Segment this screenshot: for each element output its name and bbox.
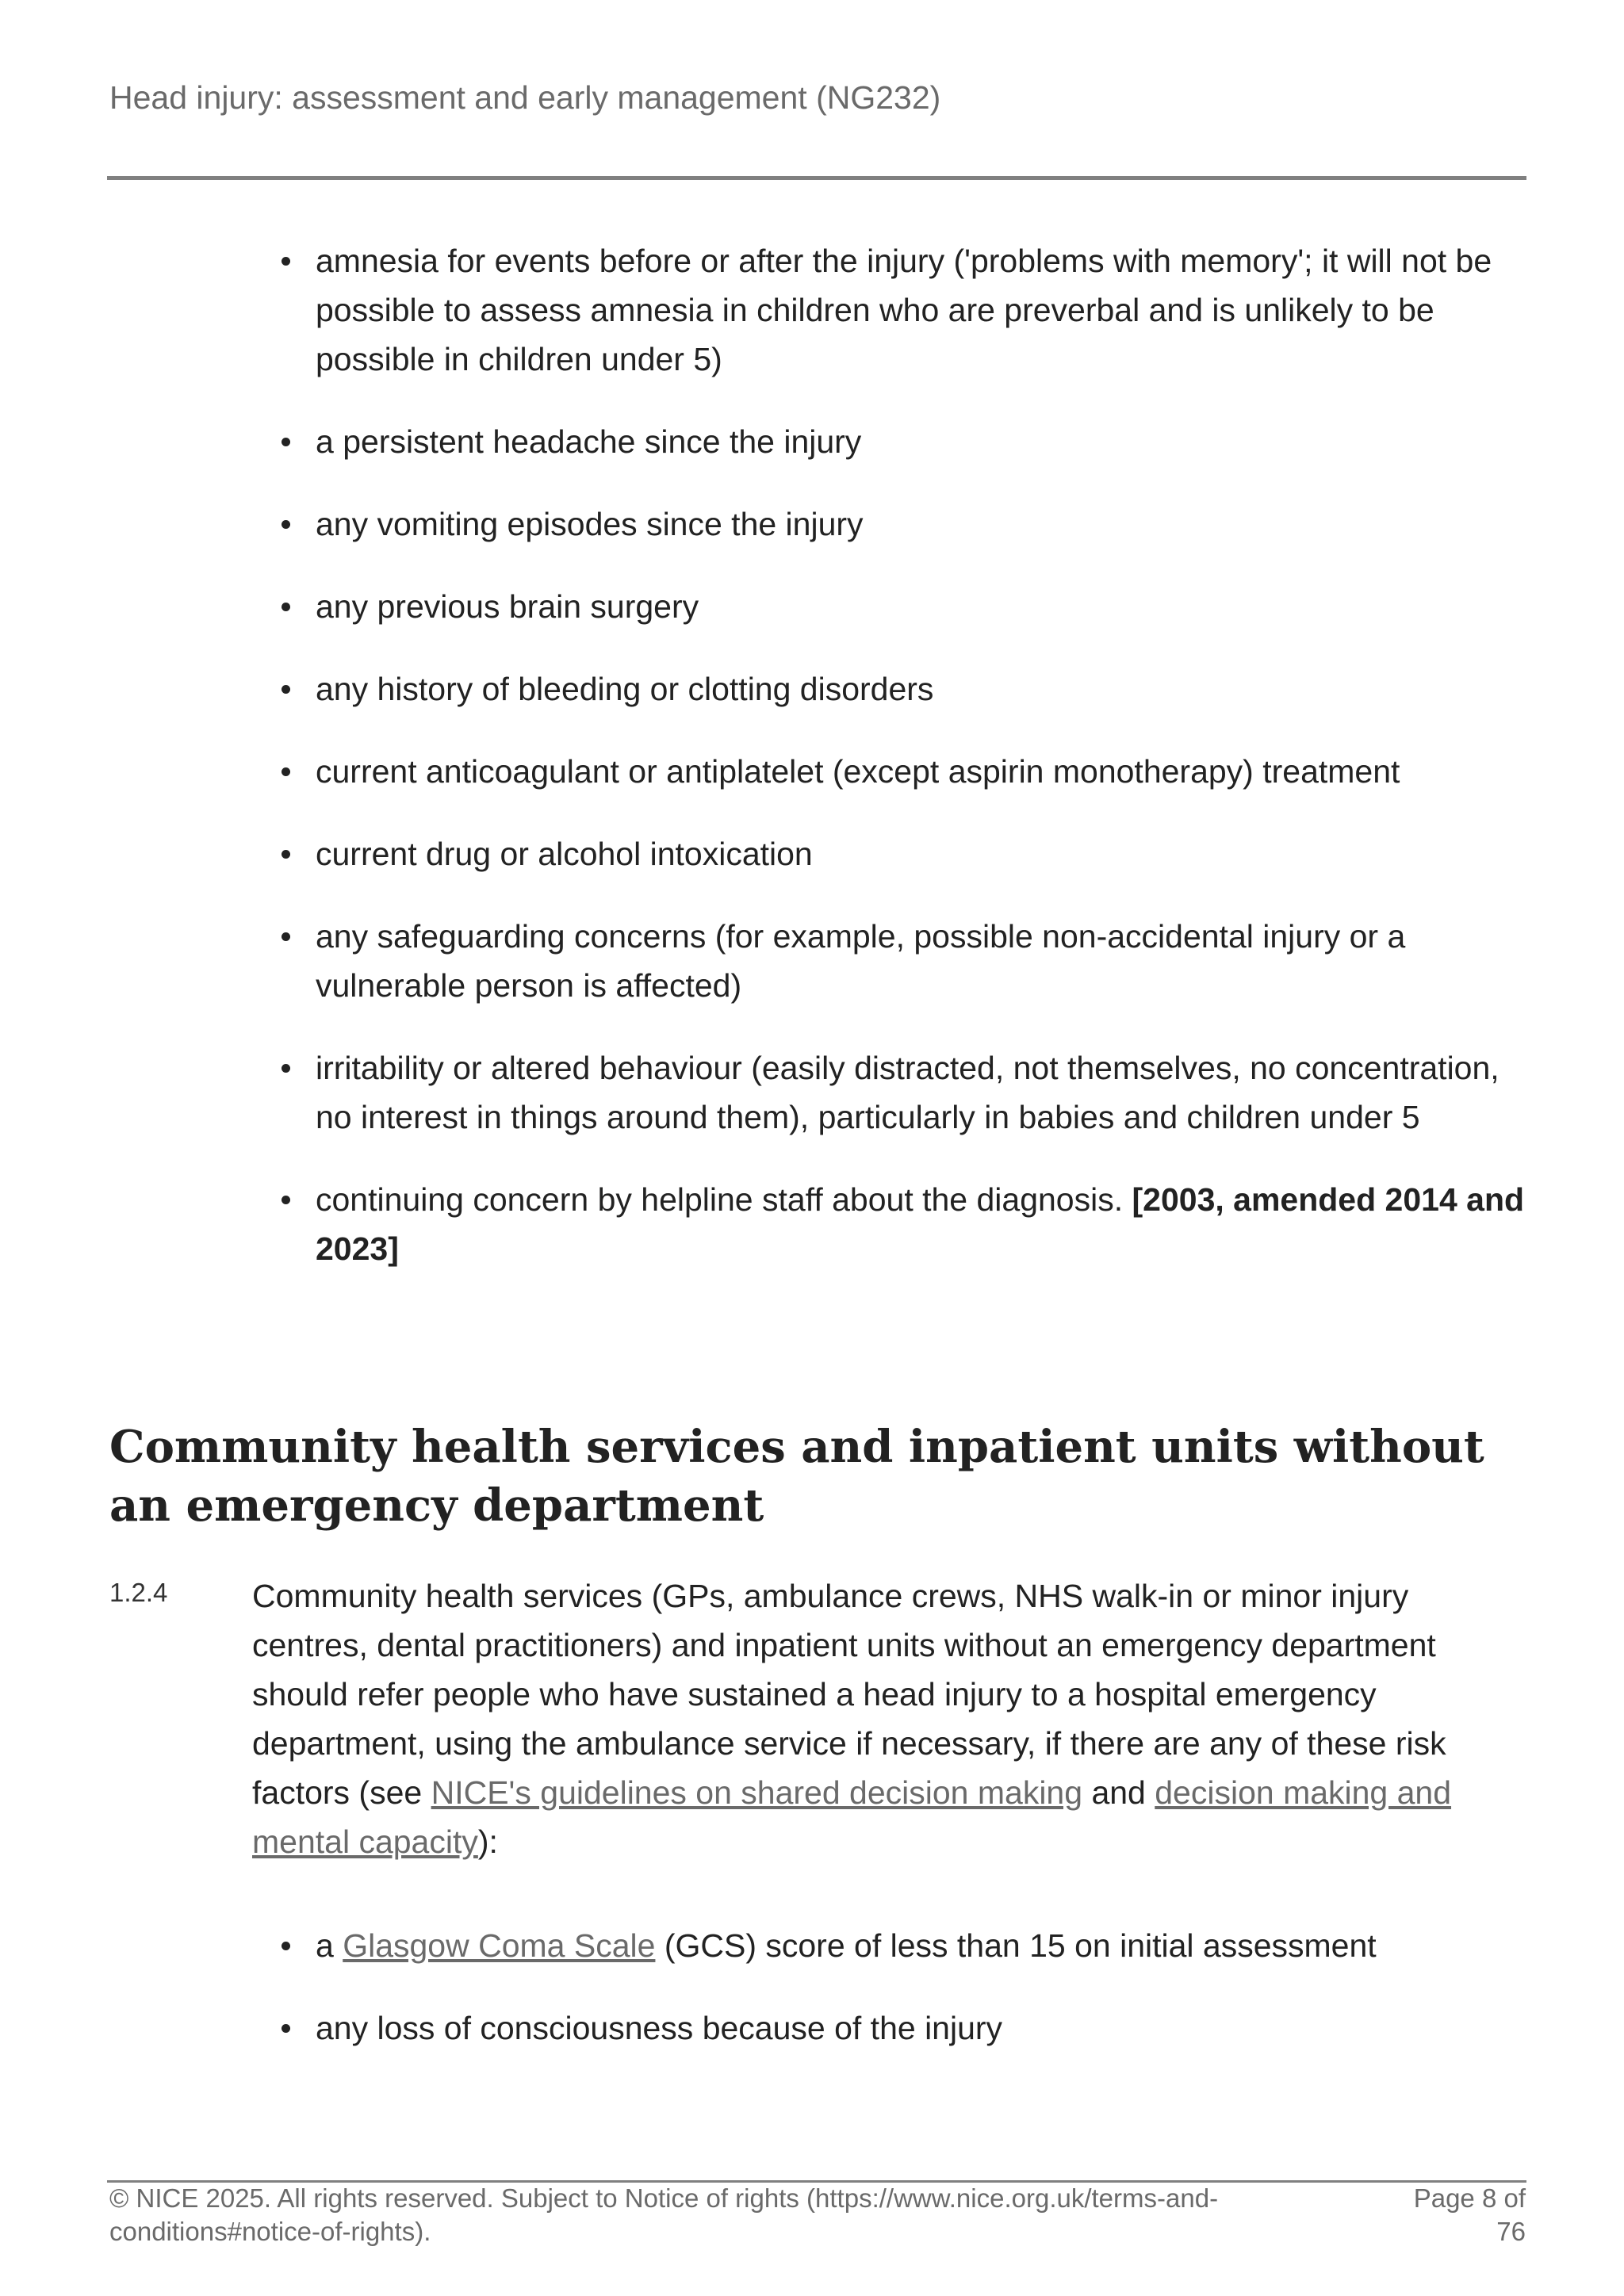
list-item	[316, 1175, 1529, 1273]
list-item: amnesia for events before or after the injury ('problems with memory'; it will not be possible to assess amnesia in children who are preverbal and is unlikely to be possible in children under 5)	[316, 236, 1529, 384]
list-item: current drug or alcohol intoxication	[316, 829, 1529, 878]
risk-factor-list	[316, 236, 1529, 1307]
list-item-text: (GCS) score of less than 15 on initial assessment	[655, 1927, 1377, 1964]
recommendation-text-start: Community health services (GPs, ambulance crews, NHS walk-in or minor injury centres, dental practitioners) and inpatient units without an emergency department should refer people who have sustained a head injury to a hospital emergency department, using the ambulance service if necessary, if there are any of these risk factors (see	[252, 1578, 1446, 1811]
list-item: any loss of consciousness because of the injury	[316, 2003, 1529, 2053]
recommendation-text-middle: and	[1082, 1774, 1155, 1811]
section-heading: Community health services and inpatient units without an emergency department	[109, 1421, 1484, 1532]
shared-decision-making-link[interactable]: NICE's guidelines on shared decision making	[431, 1774, 1083, 1811]
recommendation-number: 1.2.4	[109, 1578, 168, 1607]
running-header: Head injury: assessment and early management (NG232)	[109, 79, 941, 116]
page-number: Page 8 of 76	[1413, 2183, 1526, 2246]
list-item: any safeguarding concerns (for example, possible non-accidental injury or a vulnerable person is affected)	[316, 912, 1529, 1010]
list-item: any history of bleeding or clotting disorders	[316, 664, 1529, 714]
list-item: a persistent headache since the injury	[316, 417, 1529, 466]
list-item: irritability or altered behaviour (easily distracted, not themselves, no concentration, no interest in things around them), particularly in babies and children under 5	[316, 1043, 1529, 1142]
history-tag: [2003, amended 2014 and 2023]	[316, 1181, 1525, 1267]
list-item-text: a	[316, 1927, 343, 1964]
list-item	[316, 1921, 1529, 1970]
footer-copyright: © NICE 2025. All rights reserved. Subject to Notice of rights (https://www.nice.org.uk/terms-and-conditions#notice-of-rights).	[109, 2183, 1219, 2246]
glasgow-coma-scale-link[interactable]: Glasgow Coma Scale	[343, 1927, 656, 1964]
referral-risk-factor-list	[316, 1921, 1529, 2086]
list-item-text: continuing concern by helpline staff about the diagnosis.	[316, 1181, 1132, 1218]
list-item: current anticoagulant or antiplatelet (except aspirin monotherapy) treatment	[316, 747, 1529, 796]
header-divider	[107, 176, 1526, 180]
mental-capacity-link[interactable]: decision making and mental capacity	[252, 1774, 1452, 1860]
list-item: any previous brain surgery	[316, 582, 1529, 631]
recommendation-text-end: ):	[477, 1823, 498, 1860]
recommendation-text	[252, 1571, 1529, 1866]
list-item: any vomiting episodes since the injury	[316, 499, 1529, 549]
